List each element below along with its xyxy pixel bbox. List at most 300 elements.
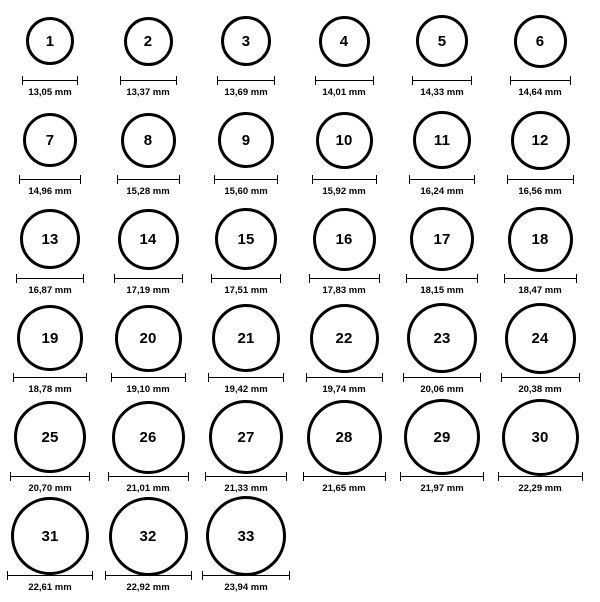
diameter-label: 20,38 mm: [518, 384, 562, 395]
ring-circle-wrap: [118, 206, 179, 272]
ring-size-cell: [100, 8, 196, 98]
diameter-label: 16,24 mm: [420, 186, 464, 197]
ring-size-cell: [492, 206, 588, 296]
ring-circle-wrap: [404, 404, 480, 470]
measure-line: [19, 179, 81, 180]
ring-size-cell: [198, 107, 294, 197]
ring-size-cell: [198, 503, 294, 593]
measure-tick-right: [179, 175, 180, 184]
diameter-measure-bar: [498, 472, 583, 481]
measure-tick-left: [309, 274, 310, 283]
measure-tick-left: [202, 571, 203, 580]
measure-tick-right: [89, 472, 90, 481]
ring-circle-wrap: [14, 404, 86, 470]
ring-circle: [121, 113, 176, 168]
diameter-label: 22,29 mm: [518, 483, 562, 494]
measure-tick-right: [86, 373, 87, 382]
ring-circle-wrap: [20, 206, 80, 272]
ring-size-label: 20: [139, 329, 157, 347]
diameter-measure-bar: [22, 76, 78, 85]
diameter-measure-bar: [10, 472, 90, 481]
ring-size-label: 19: [41, 329, 59, 347]
ring-circle: [209, 400, 283, 474]
diameter-measure-bar: [19, 175, 81, 184]
measure-line: [117, 179, 180, 180]
ring-circle-wrap: [124, 8, 173, 74]
ring-circle: [313, 208, 376, 271]
ring-size-cell: [296, 206, 392, 296]
ring-size-cell: [394, 107, 490, 197]
ring-size-cell: [394, 8, 490, 98]
ring-size-cell: [296, 404, 392, 494]
diameter-measure-bar: [208, 373, 284, 382]
measure-tick-left: [409, 175, 410, 184]
ring-circle: [505, 303, 576, 374]
ring-circle: [23, 113, 77, 167]
ring-size-label: 11: [433, 131, 451, 149]
diameter-measure-bar: [406, 274, 478, 283]
diameter-label: 21,97 mm: [420, 483, 464, 494]
ring-size-row: [0, 404, 600, 503]
ring-size-cell: [394, 404, 490, 494]
measure-line: [7, 575, 93, 576]
ring-circle: [310, 304, 379, 373]
ring-size-cell: [2, 8, 98, 98]
measure-tick-left: [507, 175, 508, 184]
ring-size-label: 32: [139, 527, 157, 545]
diameter-measure-bar: [117, 175, 180, 184]
ring-circle: [407, 303, 477, 373]
diameter-label: 19,42 mm: [224, 384, 268, 395]
diameter-measure-bar: [214, 175, 278, 184]
ring-size-label: 15: [237, 230, 255, 248]
measure-tick-right: [477, 274, 478, 283]
ring-size-cell: [198, 206, 294, 296]
ring-size-label: 18: [531, 230, 549, 248]
ring-circle-wrap: [23, 107, 77, 173]
ring-circle-wrap: [511, 107, 570, 173]
ring-circle-wrap: [505, 305, 576, 371]
measure-line: [205, 476, 287, 477]
measure-tick-right: [277, 175, 278, 184]
ring-size-cell: [492, 305, 588, 395]
diameter-measure-bar: [303, 472, 386, 481]
ring-size-label: 13: [41, 230, 59, 248]
ring-circle: [319, 16, 370, 67]
ring-circle: [11, 497, 89, 575]
measure-tick-left: [13, 373, 14, 382]
ring-circle-wrap: [410, 206, 474, 272]
ring-size-label: 16: [335, 230, 353, 248]
ring-size-label: 12: [531, 131, 549, 149]
ring-circle: [20, 209, 80, 269]
ring-size-label: 33: [237, 527, 255, 545]
ring-size-label: 17: [433, 230, 451, 248]
measure-line: [10, 476, 90, 477]
ring-size-cell: [2, 206, 98, 296]
diameter-label: 18,15 mm: [420, 285, 464, 296]
diameter-label: 13,37 mm: [126, 87, 170, 98]
diameter-label: 14,64 mm: [518, 87, 562, 98]
measure-tick-left: [504, 274, 505, 283]
diameter-measure-bar: [507, 175, 574, 184]
diameter-measure-bar: [202, 571, 290, 580]
measure-tick-left: [108, 472, 109, 481]
ring-circle: [112, 401, 185, 474]
diameter-measure-bar: [315, 76, 374, 85]
measure-tick-left: [7, 571, 8, 580]
diameter-measure-bar: [108, 472, 189, 481]
ring-circle: [413, 111, 471, 169]
measure-line: [306, 377, 383, 378]
diameter-label: 17,19 mm: [126, 285, 170, 296]
ring-circle-wrap: [115, 305, 182, 371]
ring-circle: [212, 304, 280, 372]
ring-circle-wrap: [17, 305, 83, 371]
diameter-measure-bar: [7, 571, 93, 580]
measure-line: [22, 80, 78, 81]
ring-size-cell: [100, 404, 196, 494]
measure-tick-right: [376, 175, 377, 184]
ring-size-cell: [2, 107, 98, 197]
diameter-label: 21,65 mm: [322, 483, 366, 494]
ring-size-cell: [100, 206, 196, 296]
measure-line: [406, 278, 478, 279]
measure-tick-left: [501, 373, 502, 382]
diameter-label: 16,56 mm: [518, 186, 562, 197]
measure-tick-right: [182, 274, 183, 283]
diameter-label: 23,94 mm: [224, 582, 268, 593]
ring-circle-wrap: [206, 503, 286, 569]
measure-tick-left: [111, 373, 112, 382]
diameter-measure-bar: [412, 76, 472, 85]
measure-tick-right: [80, 175, 81, 184]
ring-circle: [514, 15, 567, 68]
measure-tick-left: [315, 76, 316, 85]
diameter-label: 19,74 mm: [322, 384, 366, 395]
diameter-label: 20,70 mm: [28, 483, 72, 494]
ring-size-label: 14: [139, 230, 157, 248]
measure-tick-right: [191, 571, 192, 580]
ring-size-cell: [100, 107, 196, 197]
measure-line: [412, 80, 472, 81]
measure-tick-right: [474, 175, 475, 184]
ring-size-cell: [2, 404, 98, 494]
ring-size-label: 4: [339, 32, 349, 50]
diameter-label: 15,28 mm: [126, 186, 170, 197]
ring-circle: [307, 400, 382, 475]
ring-size-row: [0, 206, 600, 305]
ring-size-cell: [296, 305, 392, 395]
ring-size-label: 28: [335, 428, 353, 446]
measure-tick-left: [400, 472, 401, 481]
ring-size-label: 30: [531, 428, 549, 446]
ring-size-label: 10: [335, 131, 353, 149]
ring-circle: [218, 112, 274, 168]
diameter-measure-bar: [105, 571, 192, 580]
measure-line: [309, 278, 380, 279]
measure-tick-right: [289, 571, 290, 580]
ring-size-cell: [100, 503, 196, 593]
measure-tick-left: [510, 76, 511, 85]
ring-circle: [118, 209, 179, 270]
ring-size-label: 29: [433, 428, 451, 446]
measure-tick-right: [576, 274, 577, 283]
measure-line: [208, 377, 284, 378]
measure-line: [16, 278, 84, 279]
diameter-label: 13,05 mm: [28, 87, 72, 98]
measure-tick-left: [312, 175, 313, 184]
diameter-measure-bar: [309, 274, 380, 283]
ring-size-cell: [492, 8, 588, 98]
measure-line: [507, 179, 574, 180]
measure-line: [504, 278, 577, 279]
ring-size-label: 3: [241, 32, 251, 50]
ring-circle-wrap: [212, 305, 280, 371]
diameter-measure-bar: [504, 274, 577, 283]
ring-size-label: 9: [241, 131, 251, 149]
ring-size-row: [0, 107, 600, 206]
ring-circle: [124, 17, 173, 66]
ring-size-label: 8: [143, 131, 153, 149]
measure-line: [501, 377, 580, 378]
measure-tick-left: [16, 274, 17, 283]
diameter-label: 21,33 mm: [224, 483, 268, 494]
measure-tick-left: [22, 76, 23, 85]
ring-size-cell: [394, 305, 490, 395]
diameter-measure-bar: [114, 274, 183, 283]
ring-circle-wrap: [416, 8, 468, 74]
ring-circle: [17, 305, 83, 371]
measure-tick-left: [403, 373, 404, 382]
measure-line: [111, 377, 186, 378]
ring-circle: [404, 399, 480, 475]
ring-circle: [502, 399, 579, 476]
ring-size-cell: [198, 404, 294, 494]
measure-tick-right: [77, 76, 78, 85]
diameter-label: 19,10 mm: [126, 384, 170, 395]
diameter-label: 17,83 mm: [322, 285, 366, 296]
ring-circle-wrap: [313, 206, 376, 272]
measure-tick-right: [280, 274, 281, 283]
ring-circle: [416, 15, 468, 67]
ring-size-label: 27: [237, 428, 255, 446]
measure-tick-left: [214, 175, 215, 184]
diameter-measure-bar: [403, 373, 481, 382]
ring-size-label: 24: [531, 329, 549, 347]
measure-tick-left: [406, 274, 407, 283]
measure-tick-right: [373, 76, 374, 85]
ring-circle: [508, 207, 573, 272]
measure-tick-right: [579, 373, 580, 382]
diameter-measure-bar: [510, 76, 571, 85]
ring-circle: [221, 16, 271, 66]
measure-tick-right: [382, 373, 383, 382]
measure-tick-left: [211, 274, 212, 283]
measure-line: [400, 476, 484, 477]
ring-size-label: 6: [535, 32, 545, 50]
measure-tick-left: [205, 472, 206, 481]
diameter-measure-bar: [205, 472, 287, 481]
ring-size-label: 26: [139, 428, 157, 446]
ring-size-label: 25: [41, 428, 59, 446]
ring-circle-wrap: [316, 107, 373, 173]
diameter-label: 13,69 mm: [224, 87, 268, 98]
ring-circle-wrap: [508, 206, 573, 272]
ring-size-row: [0, 503, 600, 602]
ring-size-label: 5: [437, 32, 447, 50]
ring-circle: [215, 208, 277, 270]
ring-size-cell: [2, 503, 98, 593]
ring-circle-wrap: [221, 8, 271, 74]
ring-circle-wrap: [514, 8, 567, 74]
measure-tick-right: [483, 472, 484, 481]
measure-tick-left: [498, 472, 499, 481]
measure-tick-right: [573, 175, 574, 184]
measure-tick-right: [83, 274, 84, 283]
ring-size-cell: [296, 107, 392, 197]
measure-tick-right: [471, 76, 472, 85]
ring-size-cell: [2, 305, 98, 395]
measure-line: [105, 575, 192, 576]
measure-line: [403, 377, 481, 378]
diameter-measure-bar: [409, 175, 475, 184]
ring-circle-wrap: [11, 503, 89, 569]
ring-circle-wrap: [407, 305, 477, 371]
measure-tick-right: [385, 472, 386, 481]
diameter-label: 18,78 mm: [28, 384, 72, 395]
measure-tick-left: [10, 472, 11, 481]
ring-size-cell: [198, 305, 294, 395]
diameter-measure-bar: [217, 76, 275, 85]
ring-circle: [109, 497, 188, 576]
measure-tick-left: [217, 76, 218, 85]
diameter-label: 15,92 mm: [322, 186, 366, 197]
ring-size-label: 2: [143, 32, 153, 50]
diameter-measure-bar: [111, 373, 186, 382]
measure-tick-right: [185, 373, 186, 382]
measure-tick-right: [92, 571, 93, 580]
measure-line: [312, 179, 377, 180]
measure-tick-left: [114, 274, 115, 283]
measure-line: [202, 575, 290, 576]
diameter-label: 22,61 mm: [28, 582, 72, 593]
measure-tick-left: [306, 373, 307, 382]
ring-circle-wrap: [215, 206, 277, 272]
measure-tick-left: [412, 76, 413, 85]
diameter-label: 14,33 mm: [420, 87, 464, 98]
measure-tick-right: [176, 76, 177, 85]
measure-tick-right: [582, 472, 583, 481]
measure-line: [13, 377, 87, 378]
diameter-label: 20,06 mm: [420, 384, 464, 395]
measure-line: [303, 476, 386, 477]
ring-circle: [14, 401, 86, 473]
measure-tick-left: [117, 175, 118, 184]
measure-tick-right: [274, 76, 275, 85]
ring-circle-wrap: [310, 305, 379, 371]
measure-line: [211, 278, 281, 279]
ring-size-row: [0, 305, 600, 404]
measure-tick-left: [303, 472, 304, 481]
measure-tick-right: [570, 76, 571, 85]
ring-circle-wrap: [121, 107, 176, 173]
diameter-measure-bar: [400, 472, 484, 481]
measure-line: [120, 80, 177, 81]
measure-tick-right: [379, 274, 380, 283]
diameter-measure-bar: [312, 175, 377, 184]
diameter-measure-bar: [16, 274, 84, 283]
ring-size-label: 22: [335, 329, 353, 347]
ring-circle: [410, 207, 474, 271]
measure-line: [510, 80, 571, 81]
diameter-label: 14,01 mm: [322, 87, 366, 98]
diameter-label: 22,92 mm: [126, 582, 170, 593]
ring-size-cell: [492, 107, 588, 197]
measure-tick-right: [283, 373, 284, 382]
measure-tick-right: [286, 472, 287, 481]
diameter-label: 14,96 mm: [28, 186, 72, 197]
ring-circle: [511, 111, 570, 170]
ring-circle: [26, 17, 74, 65]
ring-circle: [115, 305, 182, 372]
ring-size-label: 21: [237, 329, 255, 347]
diameter-measure-bar: [306, 373, 383, 382]
ring-size-label: 31: [41, 527, 59, 545]
ring-size-row: [0, 8, 600, 107]
measure-line: [315, 80, 374, 81]
diameter-label: 18,47 mm: [518, 285, 562, 296]
ring-circle: [316, 112, 373, 169]
ring-circle-wrap: [218, 107, 274, 173]
measure-line: [409, 179, 475, 180]
ring-size-label: 7: [45, 131, 55, 149]
measure-tick-left: [208, 373, 209, 382]
ring-size-cell: [296, 8, 392, 98]
ring-circle-wrap: [502, 404, 579, 470]
measure-line: [108, 476, 189, 477]
diameter-label: 17,51 mm: [224, 285, 268, 296]
ring-size-cell: [100, 305, 196, 395]
ring-size-cell: [492, 404, 588, 494]
ring-size-cell: [198, 8, 294, 98]
diameter-label: 15,60 mm: [224, 186, 268, 197]
diameter-label: 21,01 mm: [126, 483, 170, 494]
measure-tick-left: [105, 571, 106, 580]
measure-tick-left: [120, 76, 121, 85]
ring-circle-wrap: [209, 404, 283, 470]
ring-circle-wrap: [319, 8, 370, 74]
measure-line: [214, 179, 278, 180]
diameter-measure-bar: [13, 373, 87, 382]
measure-line: [217, 80, 275, 81]
diameter-measure-bar: [211, 274, 281, 283]
diameter-measure-bar: [120, 76, 177, 85]
ring-circle-wrap: [109, 503, 188, 569]
ring-circle-wrap: [112, 404, 185, 470]
measure-tick-right: [480, 373, 481, 382]
ring-circle-wrap: [26, 8, 74, 74]
ring-circle-wrap: [307, 404, 382, 470]
ring-size-label: 23: [433, 329, 451, 347]
ring-size-cell: [394, 206, 490, 296]
measure-line: [114, 278, 183, 279]
diameter-label: 16,87 mm: [28, 285, 72, 296]
measure-line: [498, 476, 583, 477]
ring-circle-wrap: [413, 107, 471, 173]
measure-tick-left: [19, 175, 20, 184]
diameter-measure-bar: [501, 373, 580, 382]
